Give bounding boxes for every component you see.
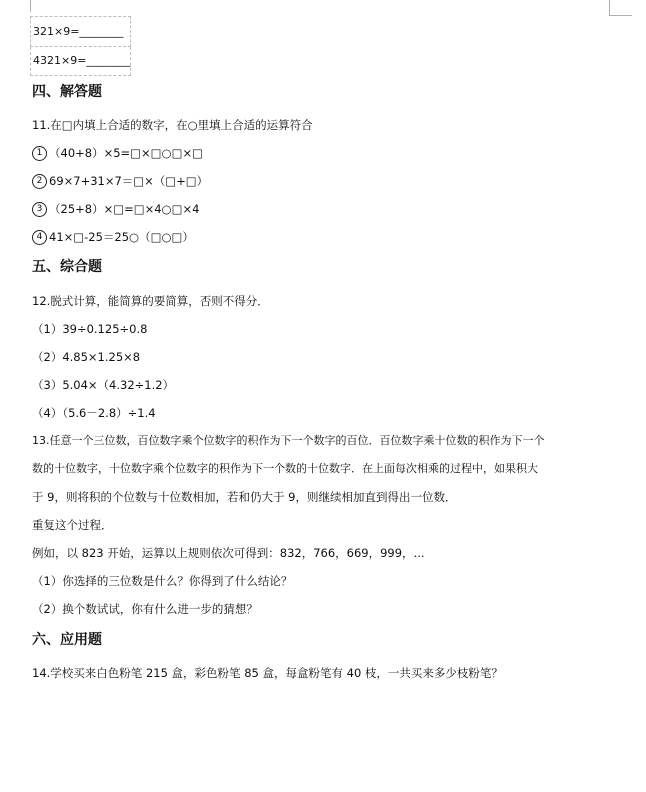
- table-row: 321×9=________: [31, 17, 131, 47]
- question-12-title: 12.脱式计算，能简算的要简算，否则不得分．: [32, 294, 269, 308]
- circled-number: 2: [32, 174, 47, 189]
- circled-number: 4: [32, 230, 47, 245]
- question-12-item: （3）5.04×（4.32÷1.2）: [32, 378, 175, 392]
- question-11-item: [32, 174, 208, 189]
- question-12-item: （4）（5.6－2.8）÷1.4: [32, 406, 156, 420]
- circled-number: 1: [32, 146, 47, 161]
- question-13-line: （2）换个数试试，你有什么进一步的猜想？: [32, 602, 258, 616]
- question-11-item: [32, 202, 199, 217]
- question-12-item: （2）4.85×1.25×8: [32, 350, 141, 364]
- question-11-item: [32, 146, 203, 161]
- question-11-item: [32, 230, 194, 245]
- question-11-title: 11.在□内填上合适的数字，在○里填上合适的运算符合: [32, 118, 313, 132]
- item-text: （25+8）×□=□×4○□×4: [49, 202, 200, 216]
- question-13-line: 例如，以 823 开始，运算以上规则依次可得到：832，766，669，999，...: [32, 546, 425, 560]
- question-13-line: 重复这个过程．: [32, 518, 113, 532]
- question-13-line: 于 9，则将积的个位数与十位数相加，若和仍大于 9，则继续相加直到得出一位数．: [32, 490, 457, 504]
- answer-table: [30, 16, 131, 76]
- crop-mark-right-v: [609, 0, 610, 16]
- table-row: 4321×9=________: [31, 46, 131, 76]
- question-12-item: （1）39÷0.125÷0.8: [32, 322, 148, 336]
- section-heading: 六、应用题: [32, 632, 102, 648]
- question-13-line: 数的十位数字，十位数字乘个位数字的积作为下一个数的十位数字．在上面每次相乘的过程中，如果积大: [32, 462, 538, 475]
- question-13-line: 13.任意一个三位数，百位数字乘个位数字的积作为下一个数字的百位．百位数字乘十位数的积作为下一个: [32, 434, 545, 447]
- question-13-line: （1）你选择的三位数是什么？你得到了什么结论？: [32, 574, 293, 588]
- circled-number: 3: [32, 202, 47, 217]
- item-text: （40+8）×5=□×□○□×□: [49, 146, 203, 160]
- crop-mark-left: [30, 0, 31, 12]
- section-heading: 四、解答题: [32, 84, 102, 100]
- section-heading: 五、综合题: [32, 259, 102, 275]
- crop-mark-right-h: [609, 15, 632, 16]
- question-14-text: 14.学校买来白色粉笔 215 盒，彩色粉笔 85 盒，每盒粉笔有 40 枝，一共买来多少枝粉笔？: [32, 666, 503, 680]
- item-text: 41×□-25＝25○（□○□）: [49, 230, 194, 244]
- item-text: 69×7+31×7＝□×（□+□）: [49, 174, 209, 188]
